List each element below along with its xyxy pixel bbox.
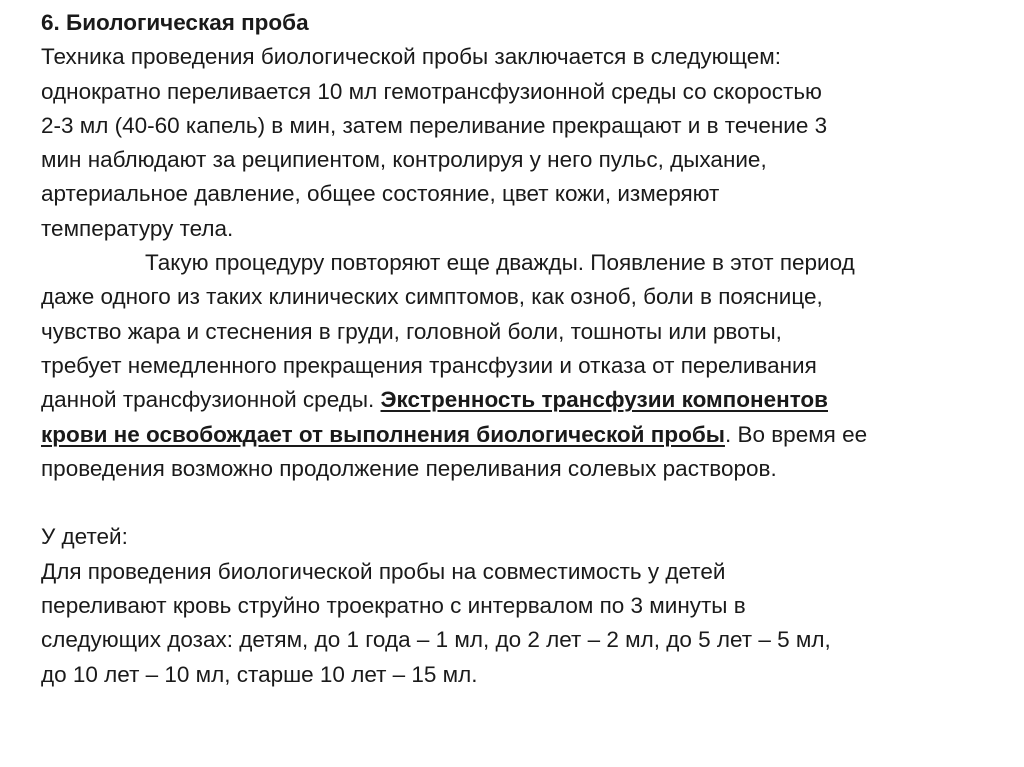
text-line-indented: Такую процедуру повторяют еще дважды. Появление в этот период	[145, 250, 855, 276]
text-line: однократно переливается 10 мл гемотрансфузионной среды со скоростью	[41, 78, 822, 104]
blank-line	[41, 486, 981, 520]
text-line-mixed	[41, 418, 981, 452]
text-line: до 10 лет – 10 мл, старше 10 лет – 15 мл.	[41, 661, 478, 687]
text-line: Для проведения биологической пробы на совместимость у детей	[41, 558, 726, 584]
text-line: проведения возможно продолжение переливания солевых растворов.	[41, 455, 777, 481]
text-line: чувство жара и стеснения в груди, головной боли, тошноты или рвоты,	[41, 318, 782, 344]
section-title: 6. Биологическая проба	[41, 10, 309, 35]
text-line: следующих дозах: детям, до 1 года – 1 мл, до 2 лет – 2 мл, до 5 лет – 5 мл,	[41, 627, 831, 653]
text-line: температуру тела.	[41, 215, 234, 241]
slide-body	[41, 6, 981, 692]
text-line: даже одного из таких клинических симптомов, как озноб, боли в пояснице,	[41, 284, 823, 310]
text-line: 2-3 мл (40-60 капель) в мин, затем переливание прекращают и в течение 3	[41, 112, 828, 138]
text-line: переливают кровь струйно троекратно с интервалом по 3 минуты в	[41, 593, 746, 619]
text-run: . Во время ее	[724, 421, 868, 447]
children-heading: У детей:	[41, 524, 128, 550]
text-line-mixed	[41, 383, 981, 417]
text-line: артериальное давление, общее состояние, цвет кожи, измеряют	[41, 181, 720, 207]
text-run: данной трансфузионной среды.	[41, 387, 381, 413]
text-line: Техника проведения биологической пробы заключается в следующем:	[41, 44, 781, 70]
text-line: мин наблюдают за реципиентом, контролируя у него пульс, дыхание,	[41, 147, 767, 173]
text-line: требует немедленного прекращения трансфузии и отказа от переливания	[41, 352, 817, 378]
emphasis-text: Экстренность трансфузии компонентов	[380, 387, 828, 413]
emphasis-text: крови не освобождает от выполнения биологической пробы	[41, 421, 725, 447]
